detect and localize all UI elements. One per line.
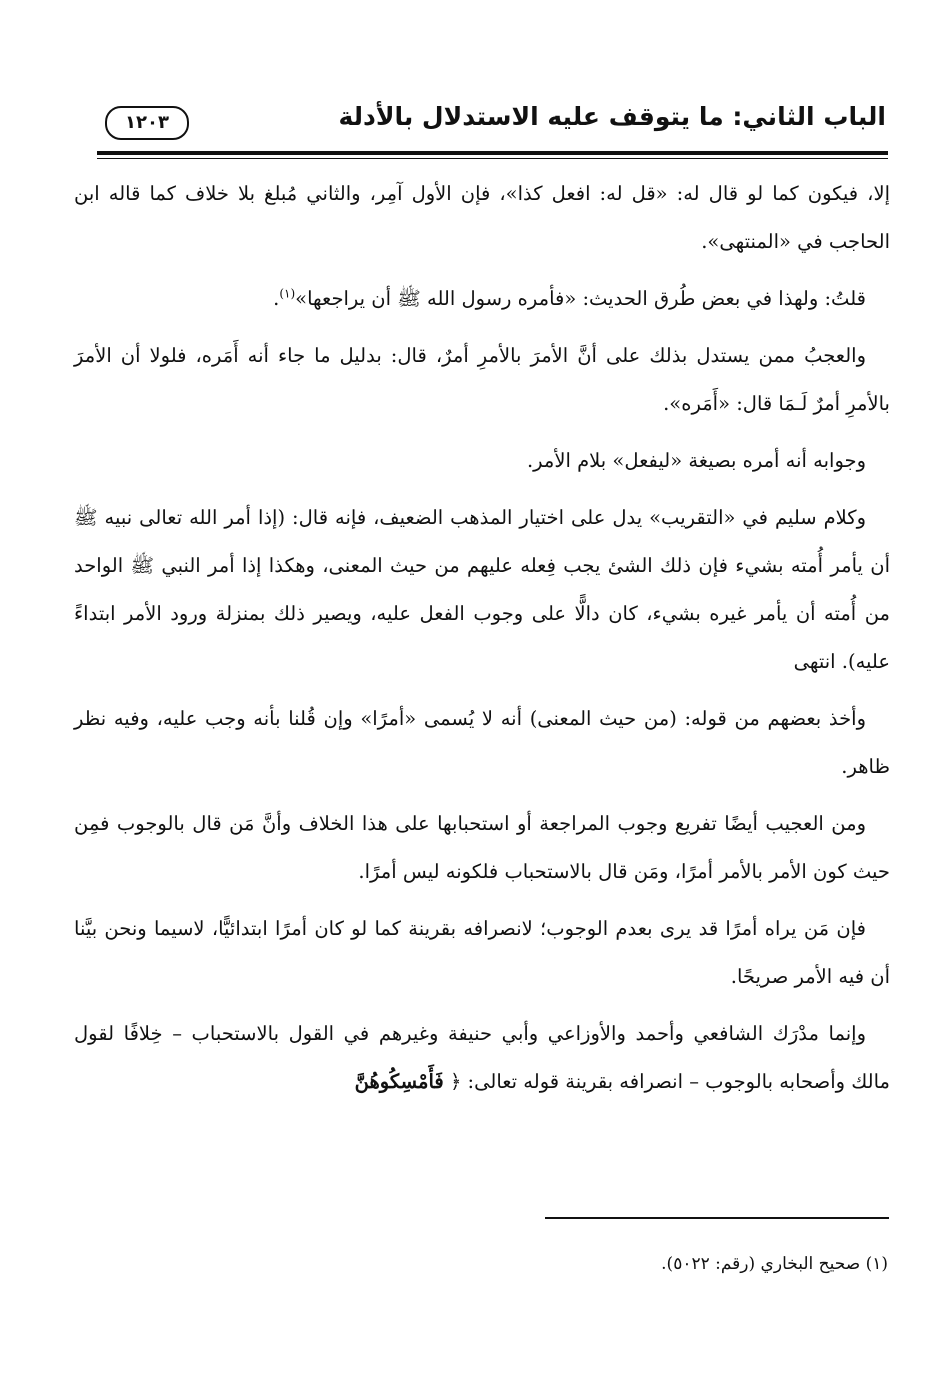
paragraph: وأخذ بعضهم من قوله: (من حيث المعنى) أنه لا يُسمى «أمرًا» وإن قُلنا بأنه وجب عليه، وفيه نظر ظاهر. [74, 707, 890, 778]
footnote: (١) صحيح البخاري (رقم: ٥٠٢٢). [661, 1254, 888, 1274]
paragraph: ومن العجيب أيضًا تفريع وجوب المراجعة أو استحبابها على هذا الخلاف وأنَّ مَن قال بالوجوب فمِن حيث كون الأمر بالأمر أمرًا، ومَن قال بالاستحباب فلكونه ليس أمرًا. [74, 812, 890, 883]
paragraph: إلا، فيكون كما لو قال له: «قل له: افعل كذا»، فإن الأول آمِر، والثاني مُبلغ بلا خلاف كما قاله ابن الحاجب في «المنتهى». [74, 182, 890, 253]
header-rule [97, 151, 888, 155]
paragraph: وكلام سليم في «التقريب» يدل على اختيار المذهب الضعيف، فإنه قال: (إذا أمر الله تعالى نبيه ﷺ أن يأمر أُمته بشيء فإن ذلك الشئ يجب فِعله عليهم من حيث المعنى، وهكذا إذا أمر النبي ﷺ الواحد من أُمته أن يأمر غيره بشيء، كان دالًّا على وجوب الفعل عليه، ويصير ذلك بمنزلة ورود الأمر ابتداءً عليه). انتهى [74, 506, 890, 673]
paragraph-end: . [273, 287, 280, 310]
quran-verse: فَأَمْسِكُوهُنَّ [354, 1070, 444, 1093]
page-number: ١٢٠٣ [105, 106, 189, 140]
paragraph [74, 275, 890, 323]
paragraph: وجوابه أنه أمره بصيغة «ليفعل» بلام الأمر. [526, 449, 866, 472]
header-rule-thin [97, 158, 888, 159]
footnote-marker[interactable]: (١) [279, 286, 296, 301]
footnote-rule [545, 1217, 889, 1219]
paragraph: والعجبُ ممن يستدل بذلك على أنَّ الأمرَ بالأمرِ أمرٌ، قال: بدليل ما جاء أنه أَمَره، فلولا أن الأمرَ بالأمرِ أمرٌ لَـمَا قال: «أَمَره». [74, 344, 890, 415]
body-text [74, 170, 890, 1115]
paragraph: فإن مَن يراه أمرًا قد يرى بعدم الوجوب؛ لانصرافه بقرينة كما لو كان أمرًا ابتدائيًّا، لاسيما ونحن بيَّنا أن فيه الأمر صريحًا. [74, 917, 890, 988]
paragraph [74, 1010, 890, 1106]
running-title: الباب الثاني: ما يتوقف عليه الاستدلال بالأدلة [338, 102, 886, 131]
paragraph-text: قلتُ: ولهذا في بعض طُرق الحديث: «فأمره رسول الله ﷺ أن يراجعها» [295, 287, 866, 310]
page-header [97, 96, 886, 146]
paragraph-text: وإنما مدْرَك الشافعي وأحمد والأوزاعي وأبي حنيفة وغيرهم في القول بالاستحباب – خِلافًا لقول مالك وأصحابه بالوجوب – انصرافه بقرينة قوله تعالى: ﴿ [74, 1022, 890, 1093]
